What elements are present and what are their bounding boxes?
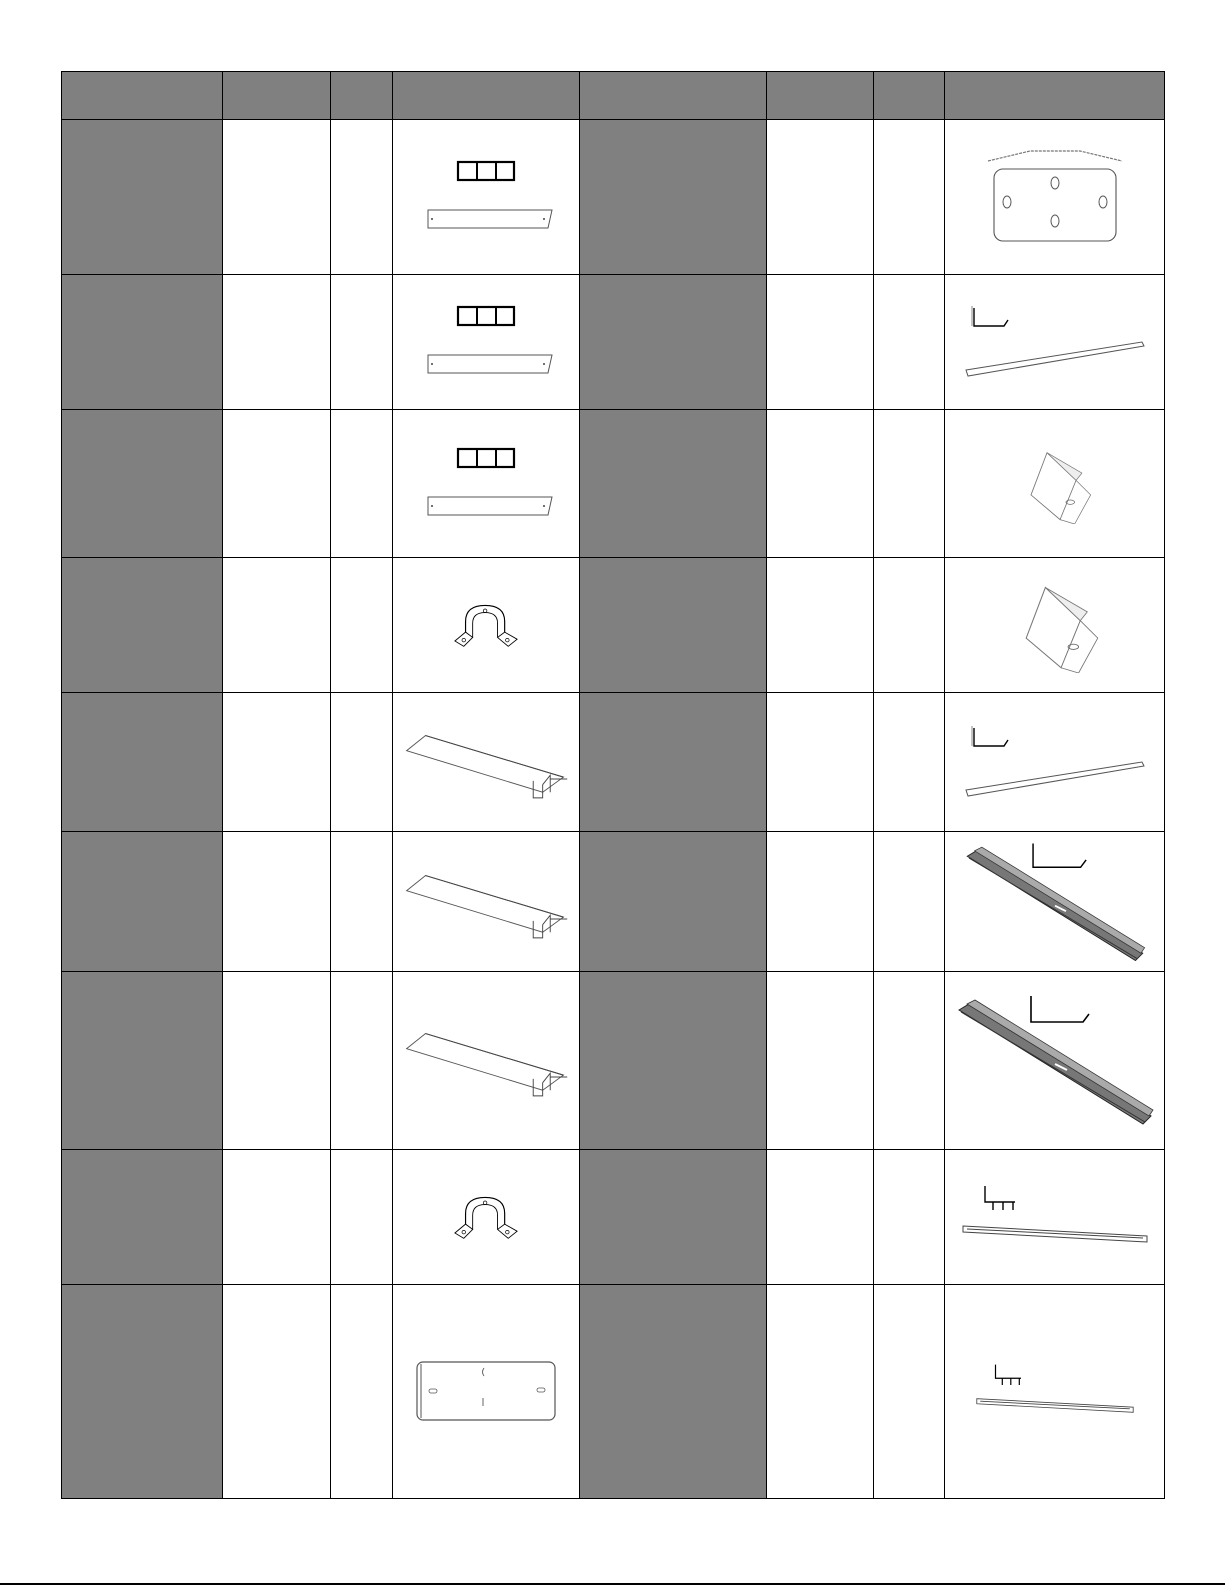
left-part-qty [331,410,393,557]
left-part-number [223,693,331,832]
left-part-name [62,693,223,832]
t-rail-icon [955,1182,1155,1252]
left-part-drawing [393,557,580,692]
header-left-qty [331,72,393,120]
right-part-name [580,1284,767,1498]
left-part-qty [331,971,393,1149]
right-part-qty [874,557,945,692]
angle-bracket-icon [1015,444,1095,524]
right-part-drawing [945,693,1165,832]
left-part-drawing [393,1284,580,1498]
right-part-qty [874,1284,945,1498]
right-part-number [767,120,874,275]
right-part-number [767,1149,874,1284]
right-part-number [767,557,874,692]
left-part-qty [331,274,393,409]
left-part-drawing [393,971,580,1149]
right-part-number [767,274,874,409]
hat-channel-icon [401,724,571,800]
right-part-drawing [945,557,1165,692]
angle-rail-icon [960,722,1150,802]
left-part-qty [331,1149,393,1284]
channel-strip-with-profile-icon [416,439,556,529]
right-part-qty [874,971,945,1149]
right-part-name [580,693,767,832]
left-part-qty [331,557,393,692]
right-part-qty [874,832,945,971]
header-left-part [223,72,331,120]
header-right-name [580,72,767,120]
right-part-name [580,557,767,692]
left-part-name [62,410,223,557]
right-part-number [767,832,874,971]
left-part-name [62,274,223,409]
left-part-drawing [393,274,580,409]
right-part-name [580,1149,767,1284]
pipe-strap-icon [446,1190,526,1244]
right-part-drawing [945,1149,1165,1284]
hat-channel-icon [401,864,571,940]
left-part-drawing [393,120,580,275]
parts-table [61,71,1165,1499]
right-part-drawing [945,832,1165,971]
right-part-name [580,274,767,409]
left-part-qty [331,120,393,275]
right-part-name [580,971,767,1149]
left-part-name [62,1149,223,1284]
left-part-qty [331,693,393,832]
left-part-name [62,1284,223,1498]
right-part-number [767,410,874,557]
left-part-name [62,120,223,275]
slotted-plate-icon [411,1356,561,1426]
right-part-qty [874,120,945,275]
left-part-drawing [393,693,580,832]
right-part-qty [874,410,945,557]
right-part-drawing [945,971,1165,1149]
gutter-rail-icon [955,990,1155,1130]
gutter-rail-icon [960,838,1150,966]
hat-channel-icon [401,1022,571,1098]
table-row [62,693,1165,832]
left-part-drawing [393,832,580,971]
angle-bracket-icon [1007,577,1103,673]
left-part-number [223,274,331,409]
right-part-number [767,693,874,832]
channel-strip-with-profile-icon [416,297,556,387]
table-row [62,410,1165,557]
table-row [62,274,1165,409]
mounting-plate-icon [980,147,1130,247]
table-row [62,1149,1165,1284]
left-part-qty [331,832,393,971]
right-part-drawing [945,274,1165,409]
left-part-qty [331,1284,393,1498]
left-part-number [223,410,331,557]
header-left-name [62,72,223,120]
table-row [62,832,1165,971]
t-rail-icon [970,1356,1140,1426]
right-part-qty [874,1149,945,1284]
angle-rail-icon [960,302,1150,382]
table-row [62,120,1165,275]
right-part-name [580,832,767,971]
left-part-name [62,832,223,971]
header-left-drawing [393,72,580,120]
left-part-number [223,971,331,1149]
table-row [62,557,1165,692]
left-part-number [223,832,331,971]
right-part-name [580,410,767,557]
header-right-drawing [945,72,1165,120]
right-part-qty [874,274,945,409]
right-part-number [767,1284,874,1498]
table-row [62,971,1165,1149]
left-part-drawing [393,1149,580,1284]
table-row [62,1284,1165,1498]
pipe-strap-icon [446,598,526,652]
right-part-drawing [945,120,1165,275]
parts-list-sheet [61,71,1164,1499]
left-part-number [223,557,331,692]
left-part-drawing [393,410,580,557]
right-part-drawing [945,1284,1165,1498]
header-right-part [767,72,874,120]
right-part-number [767,971,874,1149]
left-part-number [223,1284,331,1498]
channel-strip-with-profile-icon [416,152,556,242]
left-part-number [223,1149,331,1284]
header-row [62,72,1165,120]
left-part-number [223,120,331,275]
right-part-drawing [945,410,1165,557]
right-part-name [580,120,767,275]
left-part-name [62,971,223,1149]
header-right-qty [874,72,945,120]
right-part-qty [874,693,945,832]
left-part-name [62,557,223,692]
